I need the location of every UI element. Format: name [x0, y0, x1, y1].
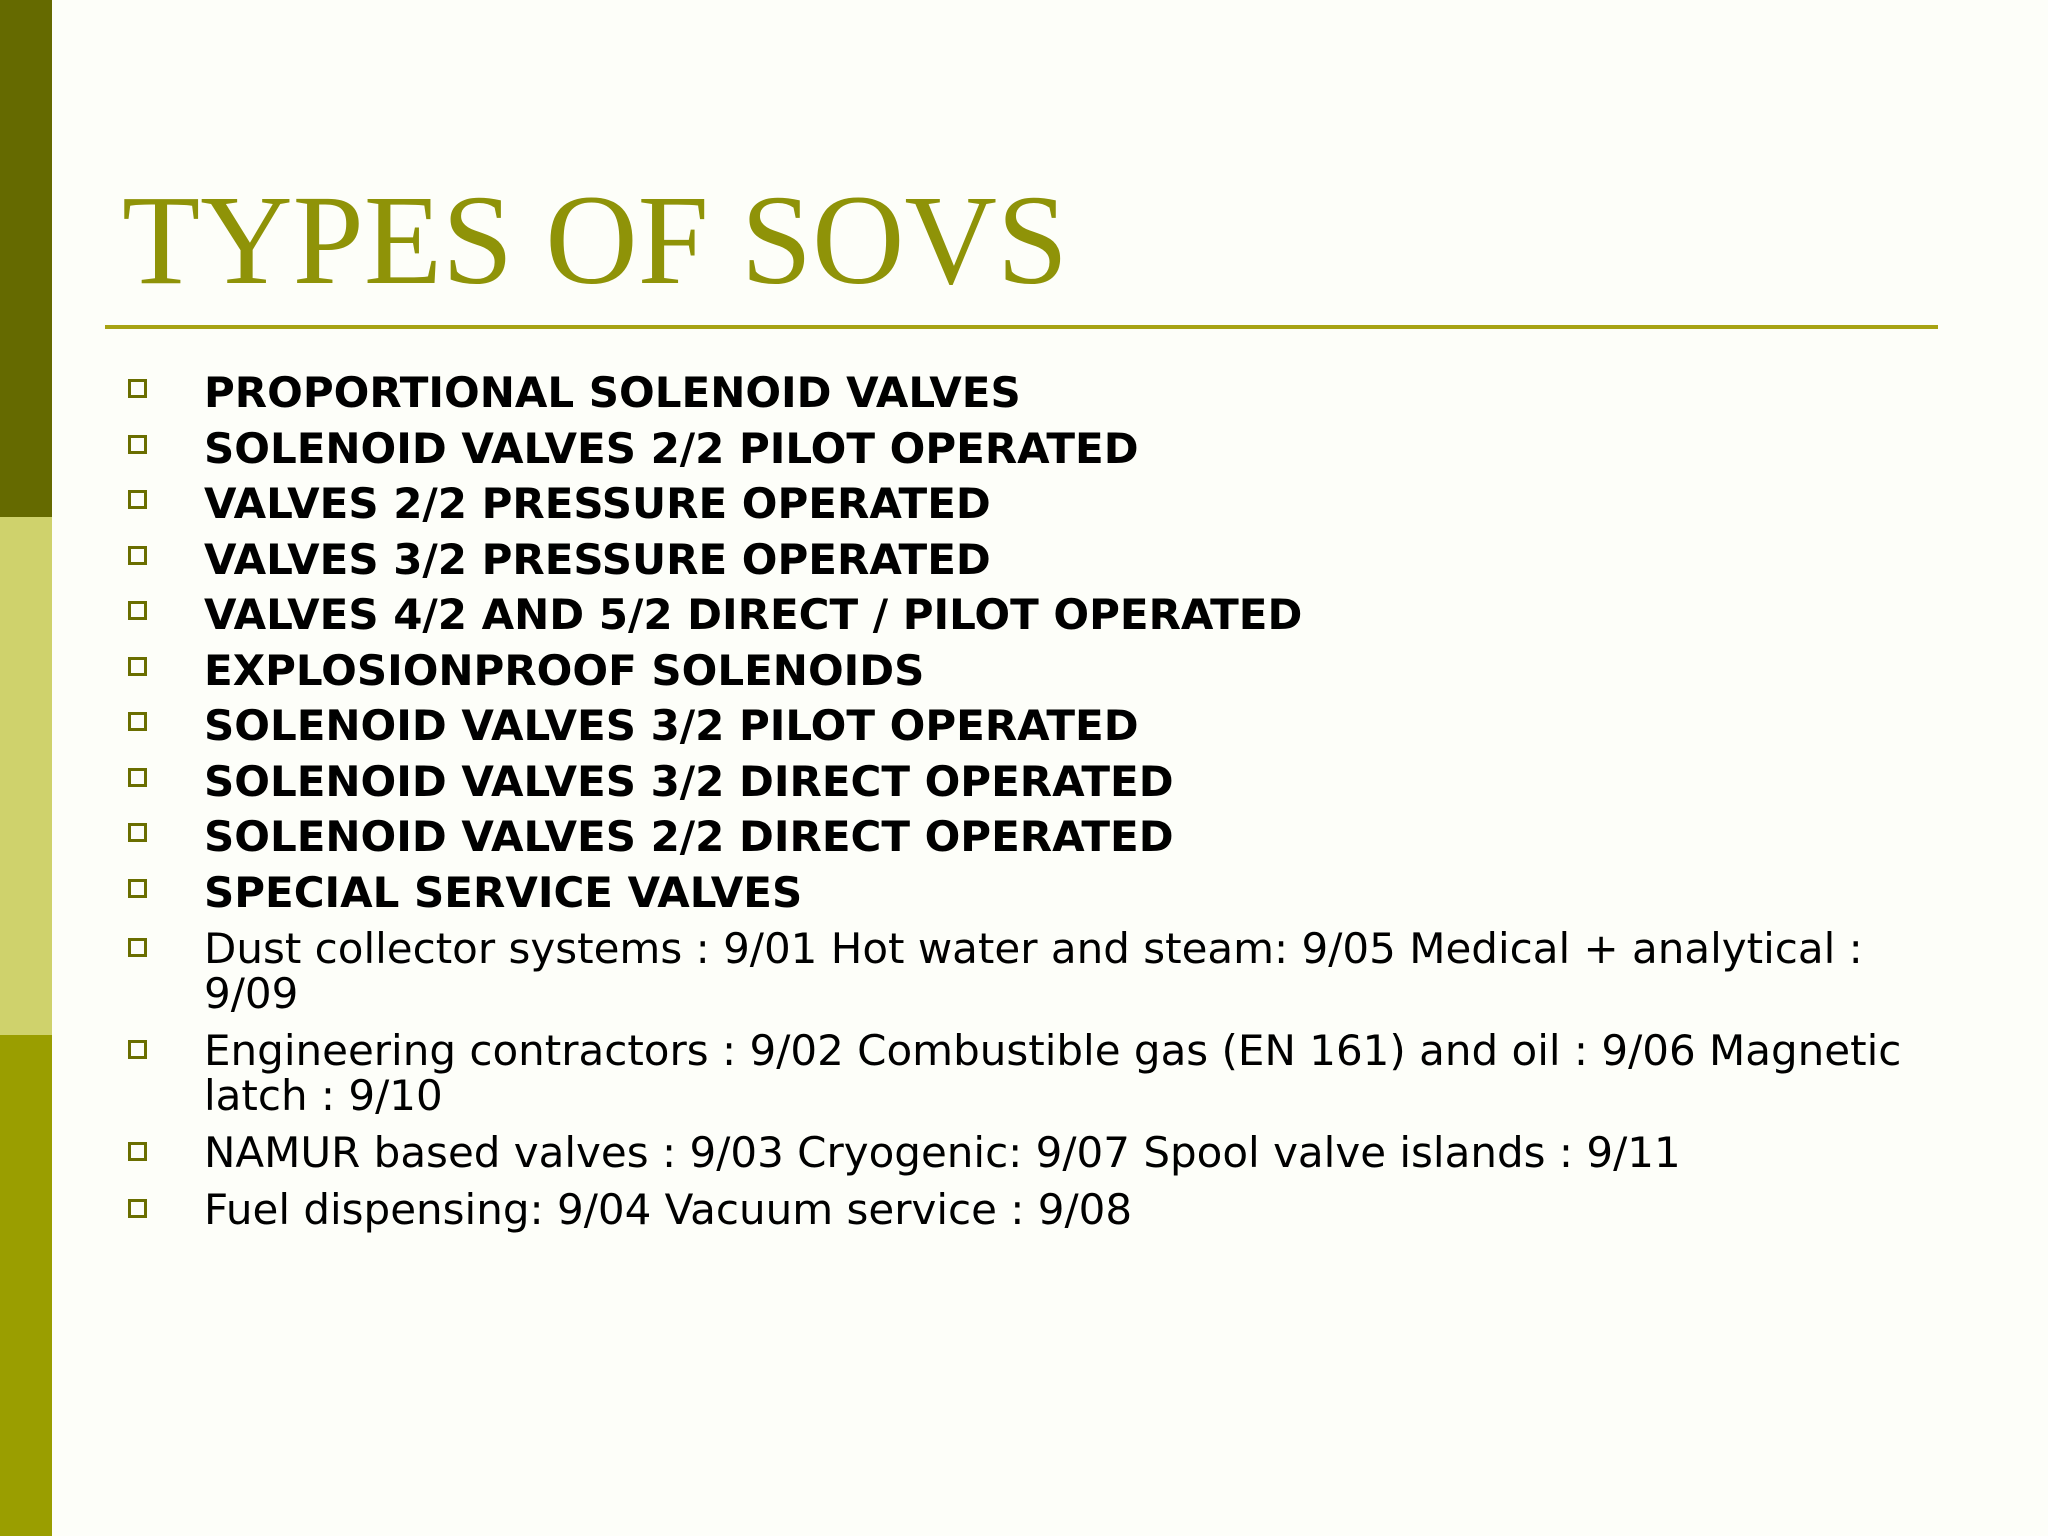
- bullet-text: SPECIAL SERVICE VALVES: [204, 867, 803, 917]
- bullet-item: [125, 365, 1925, 421]
- hollow-square-icon: [128, 1142, 147, 1161]
- bullet-item: [125, 476, 1925, 532]
- slide-title: TYPES OF SOVS: [122, 169, 1069, 311]
- hollow-square-icon: [128, 879, 147, 898]
- hollow-square-icon: [128, 938, 147, 957]
- bullet-text: Dust collector systems : 9/01 Hot water and steam: 9/05 Medical + analytical : 9/09: [204, 924, 1863, 1018]
- bullet-text: VALVES 4/2 AND 5/2 DIRECT / PILOT OPERATED: [204, 590, 1303, 639]
- hollow-square-icon: [128, 768, 147, 787]
- side-bar-light-segment: [0, 517, 52, 1035]
- bullet-item: [125, 698, 1925, 754]
- bullet-item: [125, 865, 1925, 921]
- side-bar-olive-segment: [0, 1035, 52, 1536]
- bullet-text: Fuel dispensing: 9/04 Vacuum service : 9/08: [204, 1185, 1133, 1234]
- side-bar-dark-segment: [0, 0, 52, 517]
- title-divider: [105, 325, 1938, 329]
- hollow-square-icon: [128, 379, 147, 398]
- bullet-text: VALVES 3/2 PRESSURE OPERATED: [204, 534, 991, 584]
- bullet-item: [125, 754, 1925, 810]
- bullet-text: SOLENOID VALVES 2/2 PILOT OPERATED: [204, 423, 1139, 473]
- bullet-item: [125, 421, 1925, 477]
- hollow-square-icon: [128, 823, 147, 842]
- bullet-text: EXPLOSIONPROOF SOLENOIDS: [204, 645, 925, 695]
- bullet-text: Engineering contractors : 9/02 Combustible gas (EN 161) and oil : 9/06 Magnetic latch : 9/10: [204, 1026, 1902, 1120]
- bullet-item: [125, 1124, 1925, 1181]
- hollow-square-icon: [128, 601, 147, 620]
- bullet-text: VALVES 2/2 PRESSURE OPERATED: [204, 479, 991, 528]
- bullet-list: [125, 365, 1925, 1238]
- bullet-text: SOLENOID VALVES 3/2 DIRECT OPERATED: [204, 756, 1174, 806]
- bullet-item: [125, 587, 1925, 643]
- bullet-text: SOLENOID VALVES 3/2 PILOT OPERATED: [204, 701, 1139, 750]
- bullet-item: [125, 920, 1925, 1022]
- hollow-square-icon: [128, 435, 147, 454]
- bullet-text: NAMUR based valves : 9/03 Cryogenic: 9/07 Spool valve islands : 9/11: [204, 1128, 1681, 1177]
- bullet-item: [125, 532, 1925, 588]
- bullet-item: [125, 1181, 1925, 1238]
- bullet-item: [125, 643, 1925, 699]
- bullet-text: PROPORTIONAL SOLENOID VALVES: [204, 368, 1021, 417]
- hollow-square-icon: [128, 657, 147, 676]
- bullet-text: SOLENOID VALVES 2/2 DIRECT OPERATED: [204, 812, 1174, 861]
- hollow-square-icon: [128, 712, 147, 731]
- hollow-square-icon: [128, 490, 147, 509]
- hollow-square-icon: [128, 546, 147, 565]
- bullet-item: [125, 809, 1925, 865]
- bullet-item: [125, 1022, 1925, 1124]
- hollow-square-icon: [128, 1040, 147, 1059]
- hollow-square-icon: [128, 1199, 147, 1218]
